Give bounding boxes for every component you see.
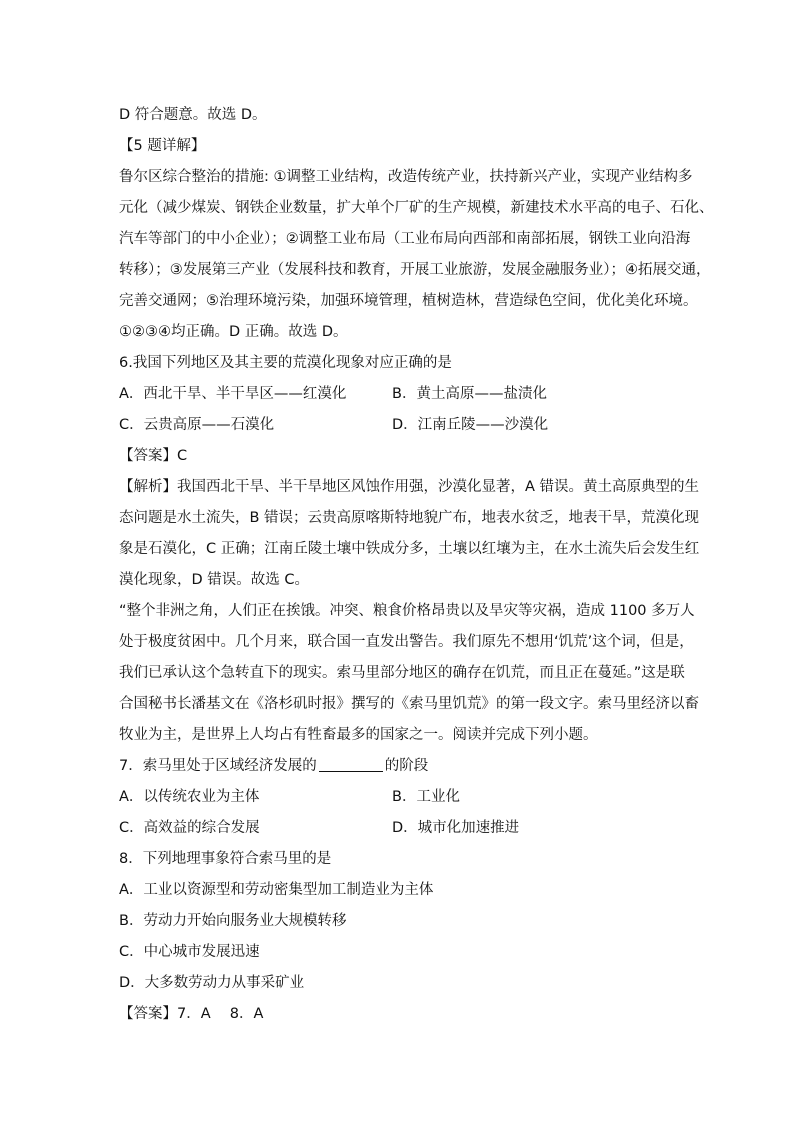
- q6-option-a: A．西北干旱、半干旱区——红漠化: [119, 386, 347, 402]
- q8-option-b: B．劳动力开始向服务业大规模转移: [119, 913, 347, 929]
- answer-7-8: 【答案】7．A 8．A: [119, 1006, 264, 1022]
- explanation-6-line: 【解析】我国西北干旱、半干旱地区风蚀作用强，沙漠化显著，A 错误。黄土高原典型的生: [119, 479, 700, 495]
- q5-detail-line: 转移）；③发展第三产业（发展科技和教育，开展工业旅游，发展金融服务业）；④拓展交通，: [119, 262, 711, 278]
- question-8: 8．下列地理事象符合索马里的是: [119, 851, 332, 867]
- q5-detail-heading: 【5 题详解】: [119, 138, 206, 154]
- question-7-text-before: 7．索马里处于区域经济发展的: [119, 758, 317, 774]
- explanation-6-line: 态问题是水土流失，B 错误；云贵高原喀斯特地貌广布，地表水贫乏，地表干旱，荒漠化现: [119, 510, 700, 526]
- q6-option-c: C．云贵高原——石漠化: [119, 417, 275, 433]
- q7-option-c: C．高效益的综合发展: [119, 820, 260, 836]
- explanation-6-line: 象是石漠化，C 正确；江南丘陵土壤中铁成分多，土壤以红壤为主，在水土流失后会发生红: [119, 541, 700, 557]
- answer-6: 【答案】C: [119, 448, 188, 464]
- q5-detail-line: 完善交通网；⑤治理环境污染，加强环境管理，植树造林，营造绿色空间，优化美化环境。: [119, 293, 698, 309]
- q6-option-d: D．江南丘陵——沙漠化: [392, 417, 549, 433]
- q5-detail-line: 汽车等部门的中小企业）；②调整工业布局（工业布局向西部和南部拓展，钢铁工业向沿海: [119, 231, 691, 247]
- q8-option-d: D．大多数劳动力从事采矿业: [119, 975, 305, 991]
- q5-detail-line: 鲁尔区综合整治的措施: ①调整工业结构，改造传统产业，扶持新兴产业，实现产业结构多: [119, 169, 693, 185]
- question-6: 6.我国下列地区及其主要的荒漠化现象对应正确的是: [119, 355, 452, 371]
- q8-option-c: C．中心城市发展迅速: [119, 944, 260, 960]
- q5-detail-line: ①②③④均正确。D 正确。故选 D。: [119, 324, 348, 340]
- question-7-options-row: [119, 813, 679, 844]
- question-7-options-row: [119, 782, 679, 813]
- question-7: [119, 751, 679, 782]
- material-line: 合国秘书长潘基文在《洛杉矶时报》撰写的《索马里饥荒》的第一段文字。索马里经济以畜: [119, 696, 699, 712]
- fill-blank: [319, 755, 383, 772]
- material-line: “整个非洲之角，人们正在挨饿。冲突、粮食价格昂贵以及旱灾等灾祸，造成 1100 多万人: [119, 603, 695, 619]
- document-body: [119, 100, 714, 1030]
- material-line: 我们已承认这个急转直下的现实。索马里部分地区的确存在饥荒，而且正在蔓延。”这是联: [119, 665, 685, 681]
- q7-option-a: A．以传统农业为主体: [119, 789, 260, 805]
- q6-option-b: B．黄土高原——盐渍化: [392, 386, 547, 402]
- q7-option-d: D．城市化加速推进: [392, 820, 520, 836]
- question-6-options-row: [119, 379, 679, 410]
- q7-option-b: B．工业化: [392, 789, 460, 805]
- question-7-text-after: 的阶段: [384, 758, 429, 774]
- material-line: 处于极度贫困中。几个月来，联合国一直发出警告。我们原先不想用‘饥荒’这个词，但是，: [119, 634, 694, 650]
- question-6-options-row: [119, 410, 679, 441]
- q5-detail-line: 元化（减少煤炭、钢铁企业数量，扩大单个厂矿的生产规模，新建技术水平高的电子、石化、: [119, 200, 714, 216]
- q8-option-a: A．工业以资源型和劳动密集型加工制造业为主体: [119, 882, 434, 898]
- answer-conclusion-4: D 符合题意。故选 D。: [119, 107, 267, 123]
- material-line: 牧业为主，是世界上人均占有牲畜最多的国家之一。阅读并完成下列小题。: [119, 727, 598, 743]
- explanation-6-line: 漠化现象，D 错误。故选 C。: [119, 572, 310, 588]
